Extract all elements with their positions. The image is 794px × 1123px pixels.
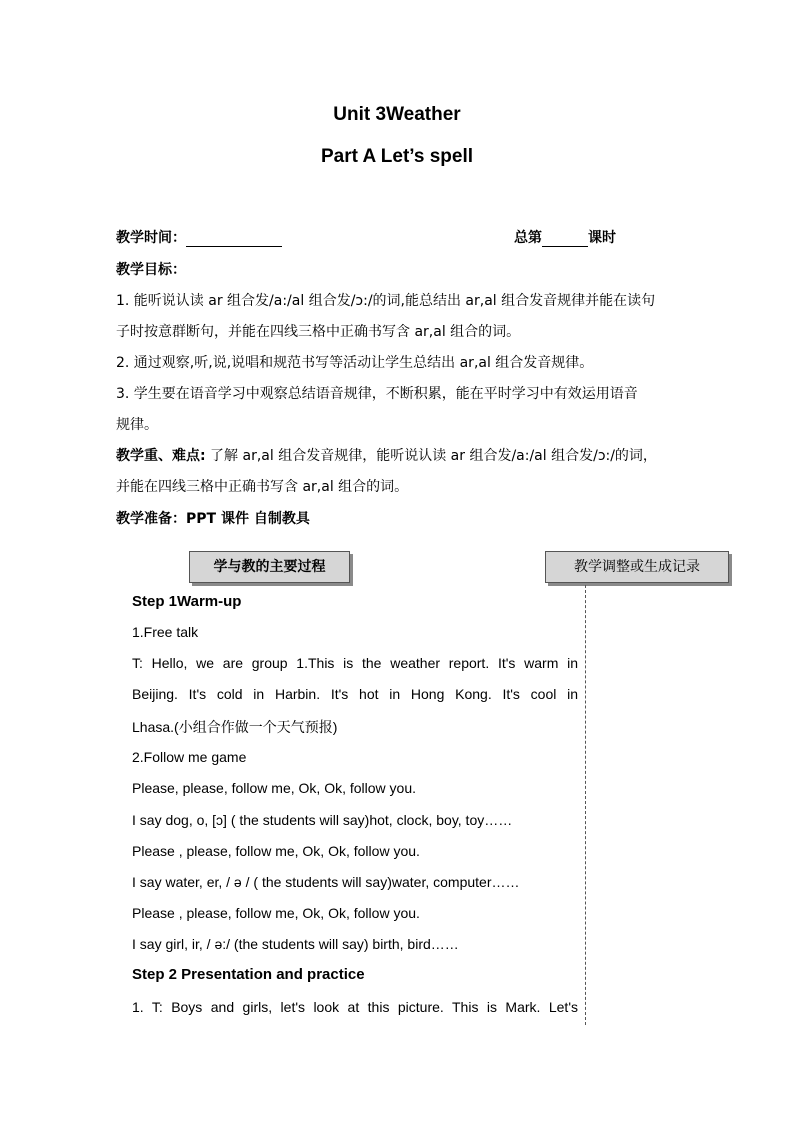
content-line: 1. T: Boys and girls, let's look at this picture. This is Mark. Let's bbox=[132, 999, 578, 1015]
period-prefix: 总第 bbox=[514, 230, 542, 246]
goal-line-3: 2. 通过观察,听,说,说唱和规范书写等活动让学生总结出 ar,al 组合发音规律。 bbox=[116, 355, 594, 371]
goal-line-2: 子时按意群断句，并能在四线三格中正确书写含 ar,al 组合的词。 bbox=[116, 324, 521, 340]
content-line: I say water, er, / ə / ( the students will say)water, computer…… bbox=[132, 874, 520, 890]
step-2-heading: Step 2 Presentation and practice bbox=[132, 966, 365, 983]
content-line: Beijing. It's cold in Harbin. It's hot in Hong Kong. It's cool in bbox=[132, 686, 578, 702]
document-subtitle: Part A Let’s spell bbox=[320, 146, 474, 167]
content-line: Please, please, follow me, Ok, Ok, follow you. bbox=[132, 780, 417, 796]
goals-heading: 教学目标： bbox=[116, 262, 186, 278]
period-blank bbox=[542, 232, 588, 247]
key-points-line-1: 了解 ar,al 组合发音规律，能听说认读 ar 组合发/a:/al 组合发/ɔ:/的词， bbox=[205, 448, 657, 464]
content-line: T: Hello, we are group 1.This is the weather report. It's warm in bbox=[132, 655, 578, 671]
key-points-label: 教学重、难点: bbox=[116, 448, 206, 464]
content-line: Please , please, follow me, Ok, Ok, follow you. bbox=[132, 843, 420, 859]
column-divider bbox=[585, 585, 586, 1025]
step-1-heading: Step 1Warm-up bbox=[132, 593, 242, 610]
content-line: I say girl, ir, / ə:/ (the students will say) birth, bird…… bbox=[132, 936, 459, 952]
period-field bbox=[514, 227, 616, 247]
content-line: I say dog, o, [ɔ] ( the students will say)hot, clock, boy, toy…… bbox=[132, 812, 513, 828]
content-line: 1.Free talk bbox=[132, 624, 199, 640]
document-title: Unit 3Weather bbox=[333, 104, 461, 125]
goal-line-5: 规律。 bbox=[116, 417, 158, 433]
process-heading-box: 学与教的主要过程 bbox=[189, 551, 350, 583]
goal-line-4: 3. 学生要在语音学习中观察总结语音规律，不断积累，能在平时学习中有效运用语音 bbox=[116, 386, 638, 402]
teaching-time-field bbox=[116, 227, 282, 247]
content-line: 2.Follow me game bbox=[132, 749, 247, 765]
teaching-prep: 教学准备：PPT 课件 自制教具 bbox=[116, 511, 310, 527]
content-line: Please , please, follow me, Ok, Ok, follow you. bbox=[132, 905, 420, 921]
adjust-heading-box: 教学调整或生成记录 bbox=[545, 551, 729, 583]
key-points bbox=[116, 445, 657, 465]
period-suffix: 课时 bbox=[588, 230, 616, 246]
goal-line-1: 1. 能听说认读 ar 组合发/a:/al 组合发/ɔ:/的词,能总结出 ar,al 组合发音规律并能在读句 bbox=[116, 293, 656, 309]
key-points-line-2: 并能在四线三格中正确书写含 ar,al 组合的词。 bbox=[116, 479, 409, 495]
content-line: Lhasa.(小组合作做一个天气预报) bbox=[132, 719, 338, 735]
teaching-time-blank bbox=[186, 232, 282, 247]
teaching-time-label: 教学时间： bbox=[116, 230, 186, 246]
